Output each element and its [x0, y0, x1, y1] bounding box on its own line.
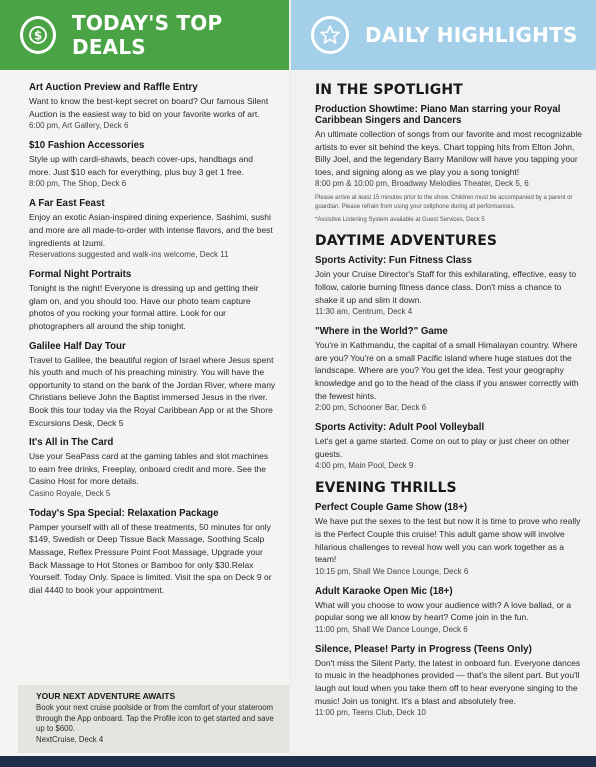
item-title: Galilee Half Day Tour [29, 340, 126, 352]
adventure-title: YOUR NEXT ADVENTURE AWAITS [36, 691, 176, 701]
spotlight-note: Please arrive at least 15 minutes prior to the show. Children must be accompanied by a parent or guardian. Please refrain from using your cellphone during all performances. [315, 195, 573, 211]
list-item [29, 198, 277, 261]
list-item [315, 644, 586, 719]
item-text: Pamper yourself with all of these treatments, 50 minutes for only $149, Swedish or Deep Tissue Back Massage, Soothing Scalp Massage, Reflex Pressure Point Foot Massage, Upgrade your Back Massage to Hot Stones or Bamboo for only $30.Relax Yourself. Today Only. Space is limited. Visit the spa on Deck 9 or dial 4440 to book your appointment. [29, 521, 272, 595]
list-item [29, 341, 277, 430]
item-text: Let's get a game started. Come on out to play or just cheer on other guests. [315, 436, 570, 459]
list-item [315, 586, 586, 636]
item-text: Use your SeaPass card at the gaming tables and slot machines to earn free drinks, Freeplay, onboard credit and more. See the Casino Host for more details. [29, 451, 269, 487]
item-meta: Casino Royale, Deck 5 [29, 488, 111, 498]
item-title: Perfect Couple Game Show (18+) [315, 502, 468, 514]
daytime-heading: DAYTIME ADVENTURES [315, 233, 498, 250]
item-title: A Far East Feast [29, 198, 105, 210]
adventure-meta: NextCruise, Deck 4 [36, 734, 104, 744]
item-title: $10 Fashion Accessories [29, 140, 145, 152]
list-item [315, 422, 586, 472]
spotlight-item [315, 104, 586, 225]
deals-list [0, 70, 289, 596]
list-item [29, 269, 277, 332]
item-title: "Where in the World?" Game [315, 326, 448, 338]
item-meta: 11:00 pm, Teens Club, Deck 10 [315, 708, 426, 718]
highlights-title: DAILY HIGHLIGHTS [365, 23, 578, 47]
spotlight-title: Production Showtime: Piano Man starring your Royal Caribbean Singers and Dancers [315, 104, 561, 126]
item-title: Formal Night Portraits [29, 269, 132, 281]
list-item [29, 140, 277, 190]
spotlight-heading: IN THE SPOTLIGHT [315, 82, 463, 98]
highlights-content [291, 70, 596, 719]
item-text: You're in Kathmandu, the capital of a small Himalayan country. Where are you? You're on a small Pacific island where huge statues dot the landscape. Where are you? You get the idea. Test your geography knowledge and go to the head of the class if you answer correctly with the fewest hints. [315, 340, 579, 401]
dollar-coin-icon [20, 16, 56, 54]
item-meta: 11:30 am, Centrum, Deck 4 [315, 307, 413, 317]
list-item [315, 255, 586, 318]
top-deals-title: TODAY'S TOP DEALS [72, 11, 223, 59]
item-text: Travel to Galilee, the beautiful region of Israel where Jesus spent his youth and much of his preaching ministry. You will have the opportunity to stand on the bank of the Jordan River, where many Christians believe John the Baptist immersed Jesus in the river. Book this tour today via the Royal Caribbean App or at the Shore Excursions Desk, Deck 5 [29, 354, 276, 428]
highlights-banner [291, 0, 596, 70]
item-text: Tonight is the night! Everyone is dressing up and getting their glam on, and you should too. Have our photo team capture photos of you rocking your formal attire. Look for our photographers all around the ship tonight. [29, 283, 259, 331]
item-meta: 6:00 pm, Art Gallery, Deck 6 [29, 121, 129, 131]
next-adventure-box [18, 685, 289, 753]
item-meta: 8:00 pm, The Shop, Deck 6 [29, 179, 127, 189]
daytime-list [315, 255, 586, 472]
evening-list [315, 502, 586, 719]
evening-heading: EVENING THRILLS [315, 480, 457, 497]
item-title: Art Auction Preview and Raffle Entry [29, 82, 198, 93]
top-deals-banner [0, 0, 289, 70]
item-title: Silence, Please! Party in Progress (Teens Only) [315, 643, 532, 655]
item-meta: 2:00 pm, Schooner Bar, Deck 6 [315, 403, 427, 413]
item-meta: Reservations suggested and walk-ins welcome, Deck 11 [29, 250, 229, 260]
item-title: Sports Activity: Fun Fitness Class [315, 255, 472, 267]
item-meta: 4:00 pm, Main Pool, Deck 9 [315, 461, 414, 471]
item-title: Sports Activity: Adult Pool Volleyball [315, 422, 485, 434]
item-text: Enjoy an exotic Asian-inspired dining experience. Sashimi, sushi and more are all made-to-order with intense flavors, and the best ingredients at Izumi. [29, 212, 273, 248]
spotlight-text: An ultimate collection of songs from our favorite and most recognizable artists to ever sit behind the keys. Chart topping hits from Elton John, Billy Joel, and the legendary Barry Manilow will have you tapping your toes, and signing along as we play you a song tonight! [315, 129, 582, 177]
list-item [315, 502, 586, 577]
item-meta: 11:00 pm, Shall We Dance Lounge, Deck 6 [315, 624, 468, 634]
item-text: Don't miss the Silent Party, the latest in onboard fun. Everyone dances to music in the headphones provided — that's the silent part. But you'll laugh out loud when you take them off to hear everyone singing to the music! Join us tonight. It's a blast and absolutely free. [315, 657, 581, 706]
item-text: Want to know the best-kept secret on board? Our famous Silent Auction is the easiest way to bid on your favorite works of art. [29, 96, 269, 119]
top-deals-column [0, 0, 289, 767]
item-title: Adult Karaoke Open Mic (18+) [315, 585, 453, 597]
star-badge-icon [311, 16, 349, 54]
item-text: What will you choose to wow your audience with? A love ballad, or a popular song we all know by heart? Come join in the fun. [315, 599, 572, 623]
item-text: Join your Cruise Director's Staff for this exhilarating, effective, easy to follow, calorie burning fitness dance class. Don't miss a chance to shake it up and slim it down. [315, 269, 577, 305]
svg-text:$: $ [33, 28, 43, 43]
assistive-note: *Assistive Listening System available at Guest Services, Deck 5 [315, 217, 485, 224]
item-text: We have put the sexes to the test but now it is time to prove who really is the Perfect Couple this cruise! This adult game show will involve hilarious challenges to reveal how well you can work together as a team! [315, 516, 581, 565]
item-text: Style up with cardi-shawls, beach cover-ups, handbags and more. Just $10 each for everything, plus buy 3 get 1 free. [29, 154, 253, 177]
footer-bar [0, 756, 596, 767]
adventure-text: Book your next cruise poolside or from the comfort of your stateroom through the App onboard. Tap the Profile icon to get started and save up to $600. [36, 703, 274, 733]
item-meta: 10:15 pm, Shall We Dance Lounge, Deck 6 [315, 566, 469, 576]
item-title: It's All in The Card [29, 437, 114, 449]
list-item [29, 82, 277, 132]
item-title: Today's Spa Special: Relaxation Package [29, 507, 219, 519]
list-item [29, 437, 277, 500]
spotlight-meta: 8:00 pm & 10:00 pm, Broadway Melodies Theater, Deck 5, 6 [315, 179, 529, 189]
list-item [29, 508, 277, 597]
list-item [315, 326, 586, 414]
daily-highlights-column [291, 0, 596, 767]
